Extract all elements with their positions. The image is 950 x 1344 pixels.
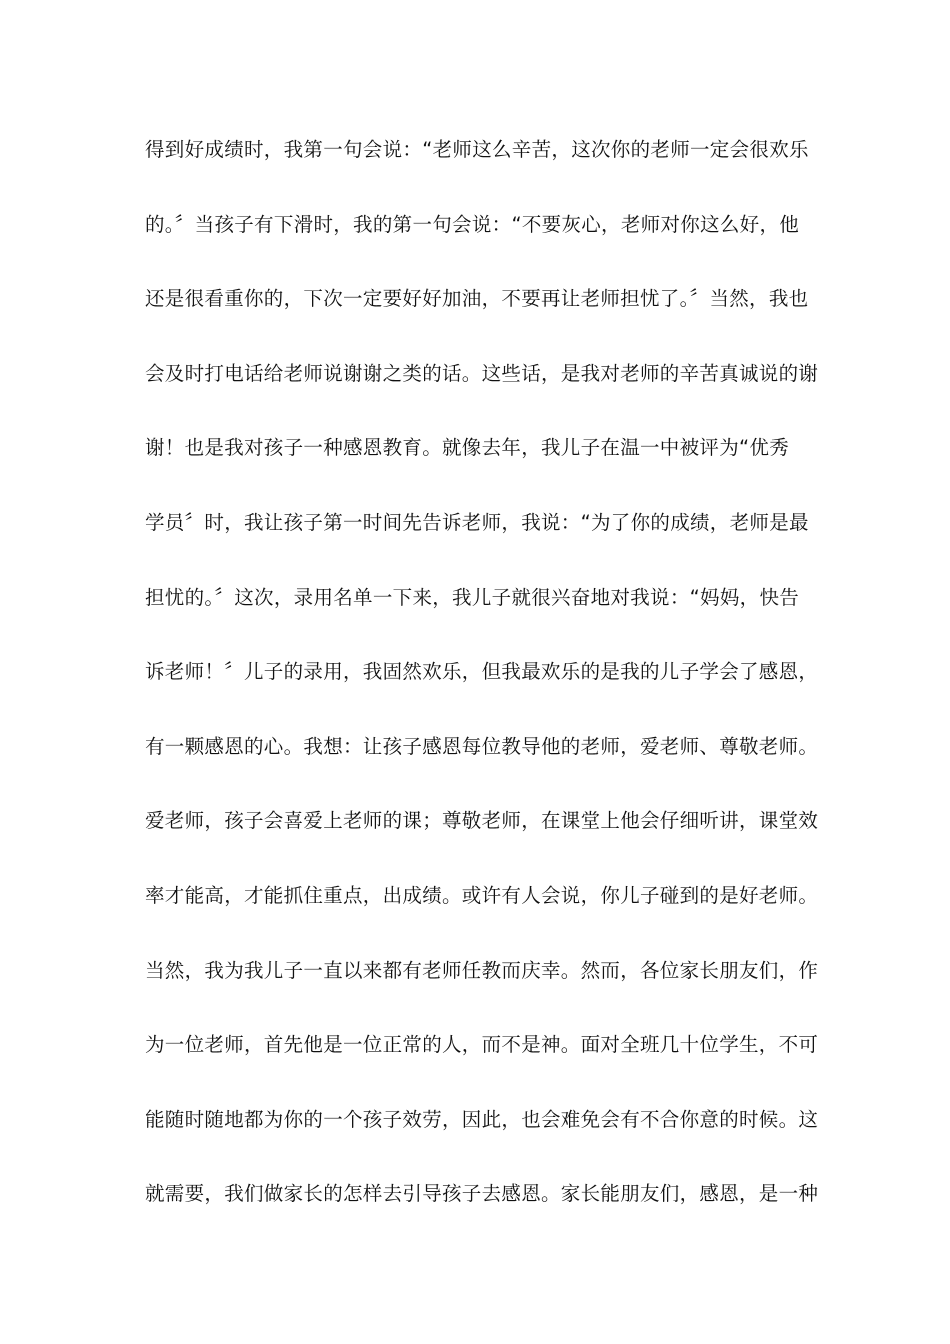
text-line: 诉老师！〞儿子的录用，我固然欢乐，但我最欢乐的是我的儿子学会了感恩， <box>145 660 819 684</box>
text-line: 还是很看重你的，下次一定要好好加油，不要再让老师担忧了。〞当然，我也 <box>145 287 809 311</box>
text-line: 会及时打电话给老师说谢谢之类的话。这些话，是我对老师的辛苦真诚说的谢 <box>145 361 819 385</box>
text-line: 爱老师，孩子会喜爱上老师的课；尊敬老师，在课堂上他会仔细听讲，课堂效 <box>145 809 819 833</box>
body-text <box>145 130 819 1249</box>
text-line: 当然，我为我儿子一直以来都有老师任教而庆幸。然而，各位家长朋友们，作 <box>145 958 819 982</box>
text-line: 的。〞当孩子有下滑时，我的第一句会说：“不要灰心，老师对你这么好，他 <box>145 212 800 236</box>
text-line: 为一位老师，首先他是一位正常的人，而不是神。面对全班几十位学生，不可 <box>145 1033 819 1057</box>
text-line: 谢！也是我对孩子一种感恩教育。就像去年，我儿子在温一中被评为“优秀 <box>145 436 790 460</box>
text-line: 有一颗感恩的心。我想：让孩子感恩每位教导他的老师，爱老师、尊敬老师。 <box>145 734 819 758</box>
text-line: 担忧的。〞这次，录用名单一下来，我儿子就很兴奋地对我说：“妈妈，快告 <box>145 585 800 609</box>
text-line: 得到好成绩时，我第一句会说：“老师这么辛苦，这次你的老师一定会很欢乐 <box>145 138 809 161</box>
text-line: 就需要，我们做家长的怎样去引导孩子去感恩。家长能朋友们，感恩，是一种 <box>145 1182 819 1206</box>
text-line: 率才能高，才能抓住重点，出成绩。或许有人会说，你儿子碰到的是好老师。 <box>145 883 819 907</box>
text-line: 能随时随地都为你的一个孩子效劳，因此，也会难免会有不合你意的时候。这 <box>145 1107 819 1131</box>
text-line: 学员〞时，我让孩子第一时间先告诉老师，我说：“为了你的成绩，老师是最 <box>145 510 809 534</box>
